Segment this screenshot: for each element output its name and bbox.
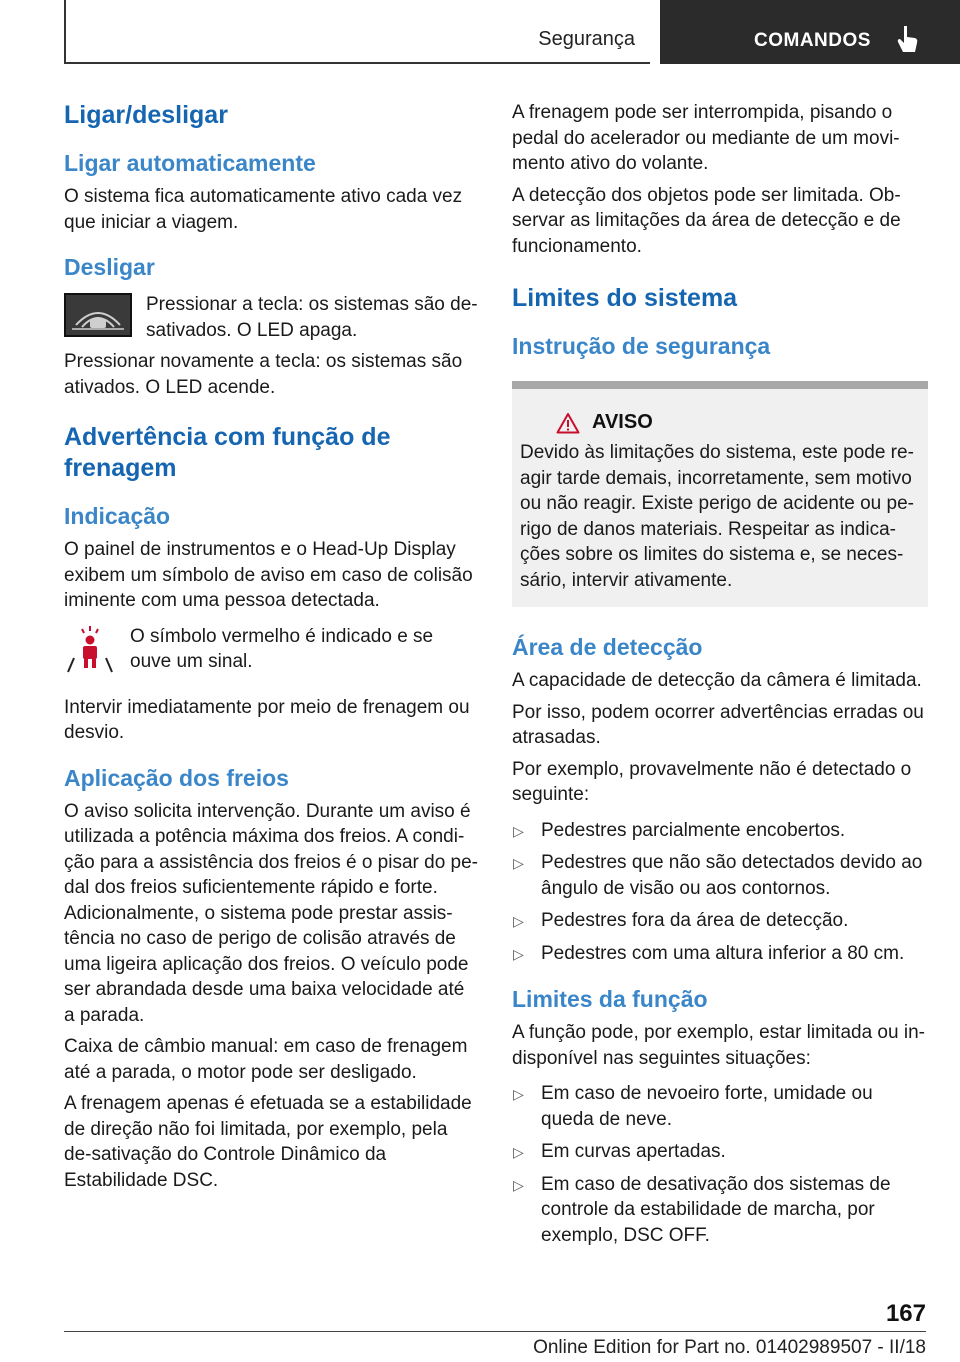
- header-section-title: Segurança: [538, 28, 635, 50]
- footer-edition: Online Edition for Part no. 01402989507 - II/18: [533, 1337, 926, 1358]
- heading-limites-funcao: Limites da função: [512, 986, 708, 1012]
- paragraph-frenagem-interrompida: A frenagem pode ser interrompida, pisando o pedal do acelerador ou mediante de um movi-mento ativo do volante.: [512, 102, 900, 174]
- area-bullet-list: [512, 818, 928, 967]
- pedestrian-warning-icon: [64, 624, 116, 679]
- bullet-marker-icon: ▷: [513, 1144, 524, 1160]
- paragraph-desligar: Pressionar a tecla: os sistemas são de-sativados. O LED apaga.: [146, 294, 478, 341]
- funcao-bullet-list: [512, 1081, 928, 1248]
- heading-advertencia: Advertência com função de frenagem: [64, 423, 391, 482]
- bullet-marker-icon: ▷: [513, 945, 524, 962]
- list-item: ▷ Pedestres com uma altura inferior a 80 cm.: [512, 941, 928, 967]
- heading-limites-sistema: Limites do sistema: [512, 284, 738, 312]
- heading-aplicacao-freios: Aplicação dos freios: [64, 764, 289, 791]
- paragraph-frenagem-estabilidade: A frenagem apenas é efetuada se a estabilidade de direção não foi limitada, por exemplo, pela de-sativação do Controle Dinâmico da Estabilidade DSC.: [64, 1093, 472, 1191]
- heading-desligar: Desligar: [64, 254, 155, 280]
- paragraph-funcao: A função pode, por exemplo, estar limitada ou in-disponível nas seguintes situações:: [512, 1022, 925, 1069]
- left-column: [64, 100, 478, 1193]
- list-item: ▷ Em curvas apertadas.: [512, 1139, 928, 1165]
- list-item: ▷ Pedestres parcialmente encobertos.: [512, 818, 928, 844]
- heading-ligar-automaticamente: Ligar automaticamente: [64, 150, 316, 176]
- list-item: ▷ Em caso de nevoeiro forte, umidade ou queda de neve.: [513, 1083, 873, 1130]
- heading-ligar-desligar: Ligar/desligar: [64, 101, 228, 129]
- list-item: ▷ Em caso de desativação dos sistemas de controle da estabilidade de marcha, por exemplo, DSC OFF.: [513, 1173, 891, 1246]
- right-column: [512, 100, 928, 1255]
- heading-indicacao: Indicação: [64, 503, 171, 529]
- heading-area-deteccao: Área de detecção: [512, 634, 703, 660]
- page-number: 167: [885, 1300, 926, 1327]
- header-rule-vertical: [64, 0, 66, 64]
- paragraph-ligar-automaticamente: O sistema fica automaticamente ativo cada vez que iniciar a viagem.: [64, 186, 463, 233]
- bullet-marker-icon: ▷: [513, 822, 524, 839]
- paragraph-deteccao-limitada: A detecção dos objetos pode ser limitada. Ob-servar as limitações da área de detecção e de funcionamento.: [512, 184, 901, 257]
- bullet-marker-icon: ▷: [513, 855, 524, 871]
- bullet-marker-icon: ▷: [513, 1176, 524, 1193]
- warning-title-row: [556, 411, 920, 434]
- paragraph-aplicacao-freios: O aviso solicita intervenção. Durante um aviso é utilizada a potência máxima dos freios. A condi-ção para a assistência dos freios é o pisar do pe-dal dos freios suficientemente rápido e forte. Adicionalmente, o sistema pode prestar assis-tência no caso de perigo de colisão através de uma ligeira aplicação dos freios. O veículo pode ser abrandada desde uma baixa velocidade até a parada.: [64, 800, 479, 1026]
- bullet-marker-icon: ▷: [513, 1086, 524, 1102]
- paragraph-simbolo-vermelho: O símbolo vermelho é indicado e se ouve um sinal.: [130, 625, 434, 672]
- warning-triangle-icon: [556, 412, 580, 434]
- footer-rule: [64, 1331, 926, 1332]
- warning-box: [512, 381, 928, 607]
- paragraph-area-2: Por isso, podem ocorrer advertências erradas ou atrasadas.: [512, 701, 924, 748]
- list-item: ▷ Pedestres que não são detectados devido ao ângulo de visão ou aos contornos.: [513, 852, 923, 899]
- warning-title: AVISO: [592, 411, 653, 433]
- heading-instrucao-seguranca: Instrução de segurança: [512, 333, 771, 359]
- paragraph-area-1: A capacidade de detecção da câmera é limitada.: [512, 670, 922, 691]
- paragraph-pressionar-novamente: Pressionar novamente a tecla: os sistemas são ativados. O LED acende.: [64, 351, 463, 398]
- paragraph-area-3: Por exemplo, provavelmente não é detectado o seguinte:: [512, 758, 912, 805]
- bullet-marker-icon: ▷: [513, 913, 524, 929]
- driving-assistant-button-icon: [64, 293, 132, 337]
- desligar-instruction: [64, 292, 478, 343]
- list-item: ▷ Pedestres fora da área de detecção.: [512, 908, 928, 934]
- simbolo-instruction: [64, 624, 478, 679]
- paragraph-caixa-cambio: Caixa de câmbio manual: em caso de frenagem até a parada, o motor pode ser desligado.: [64, 1036, 468, 1083]
- paragraph-intervir: Intervir imediatamente por meio de frenagem ou desvio.: [64, 696, 470, 743]
- pointing-hand-icon: [895, 24, 919, 54]
- chapter-tab-label: COMANDOS: [754, 30, 871, 51]
- header-rule-horizontal: [64, 62, 650, 64]
- paragraph-indicacao: O painel de instrumentos e o Head-Up Display exibem um símbolo de aviso em caso de colisão iminente com uma pessoa detectada.: [64, 539, 473, 611]
- warning-text: Devido às limitações do sistema, este pode re-agir tarde demais, incorretamente, sem motivo ou não reagir. Existe perigo de acidente ou pe-rigo de danos materiais. Respeitar as indica-ções sobre os limites do sistema e, se neces-sário, intervir ativamente.: [520, 442, 914, 591]
